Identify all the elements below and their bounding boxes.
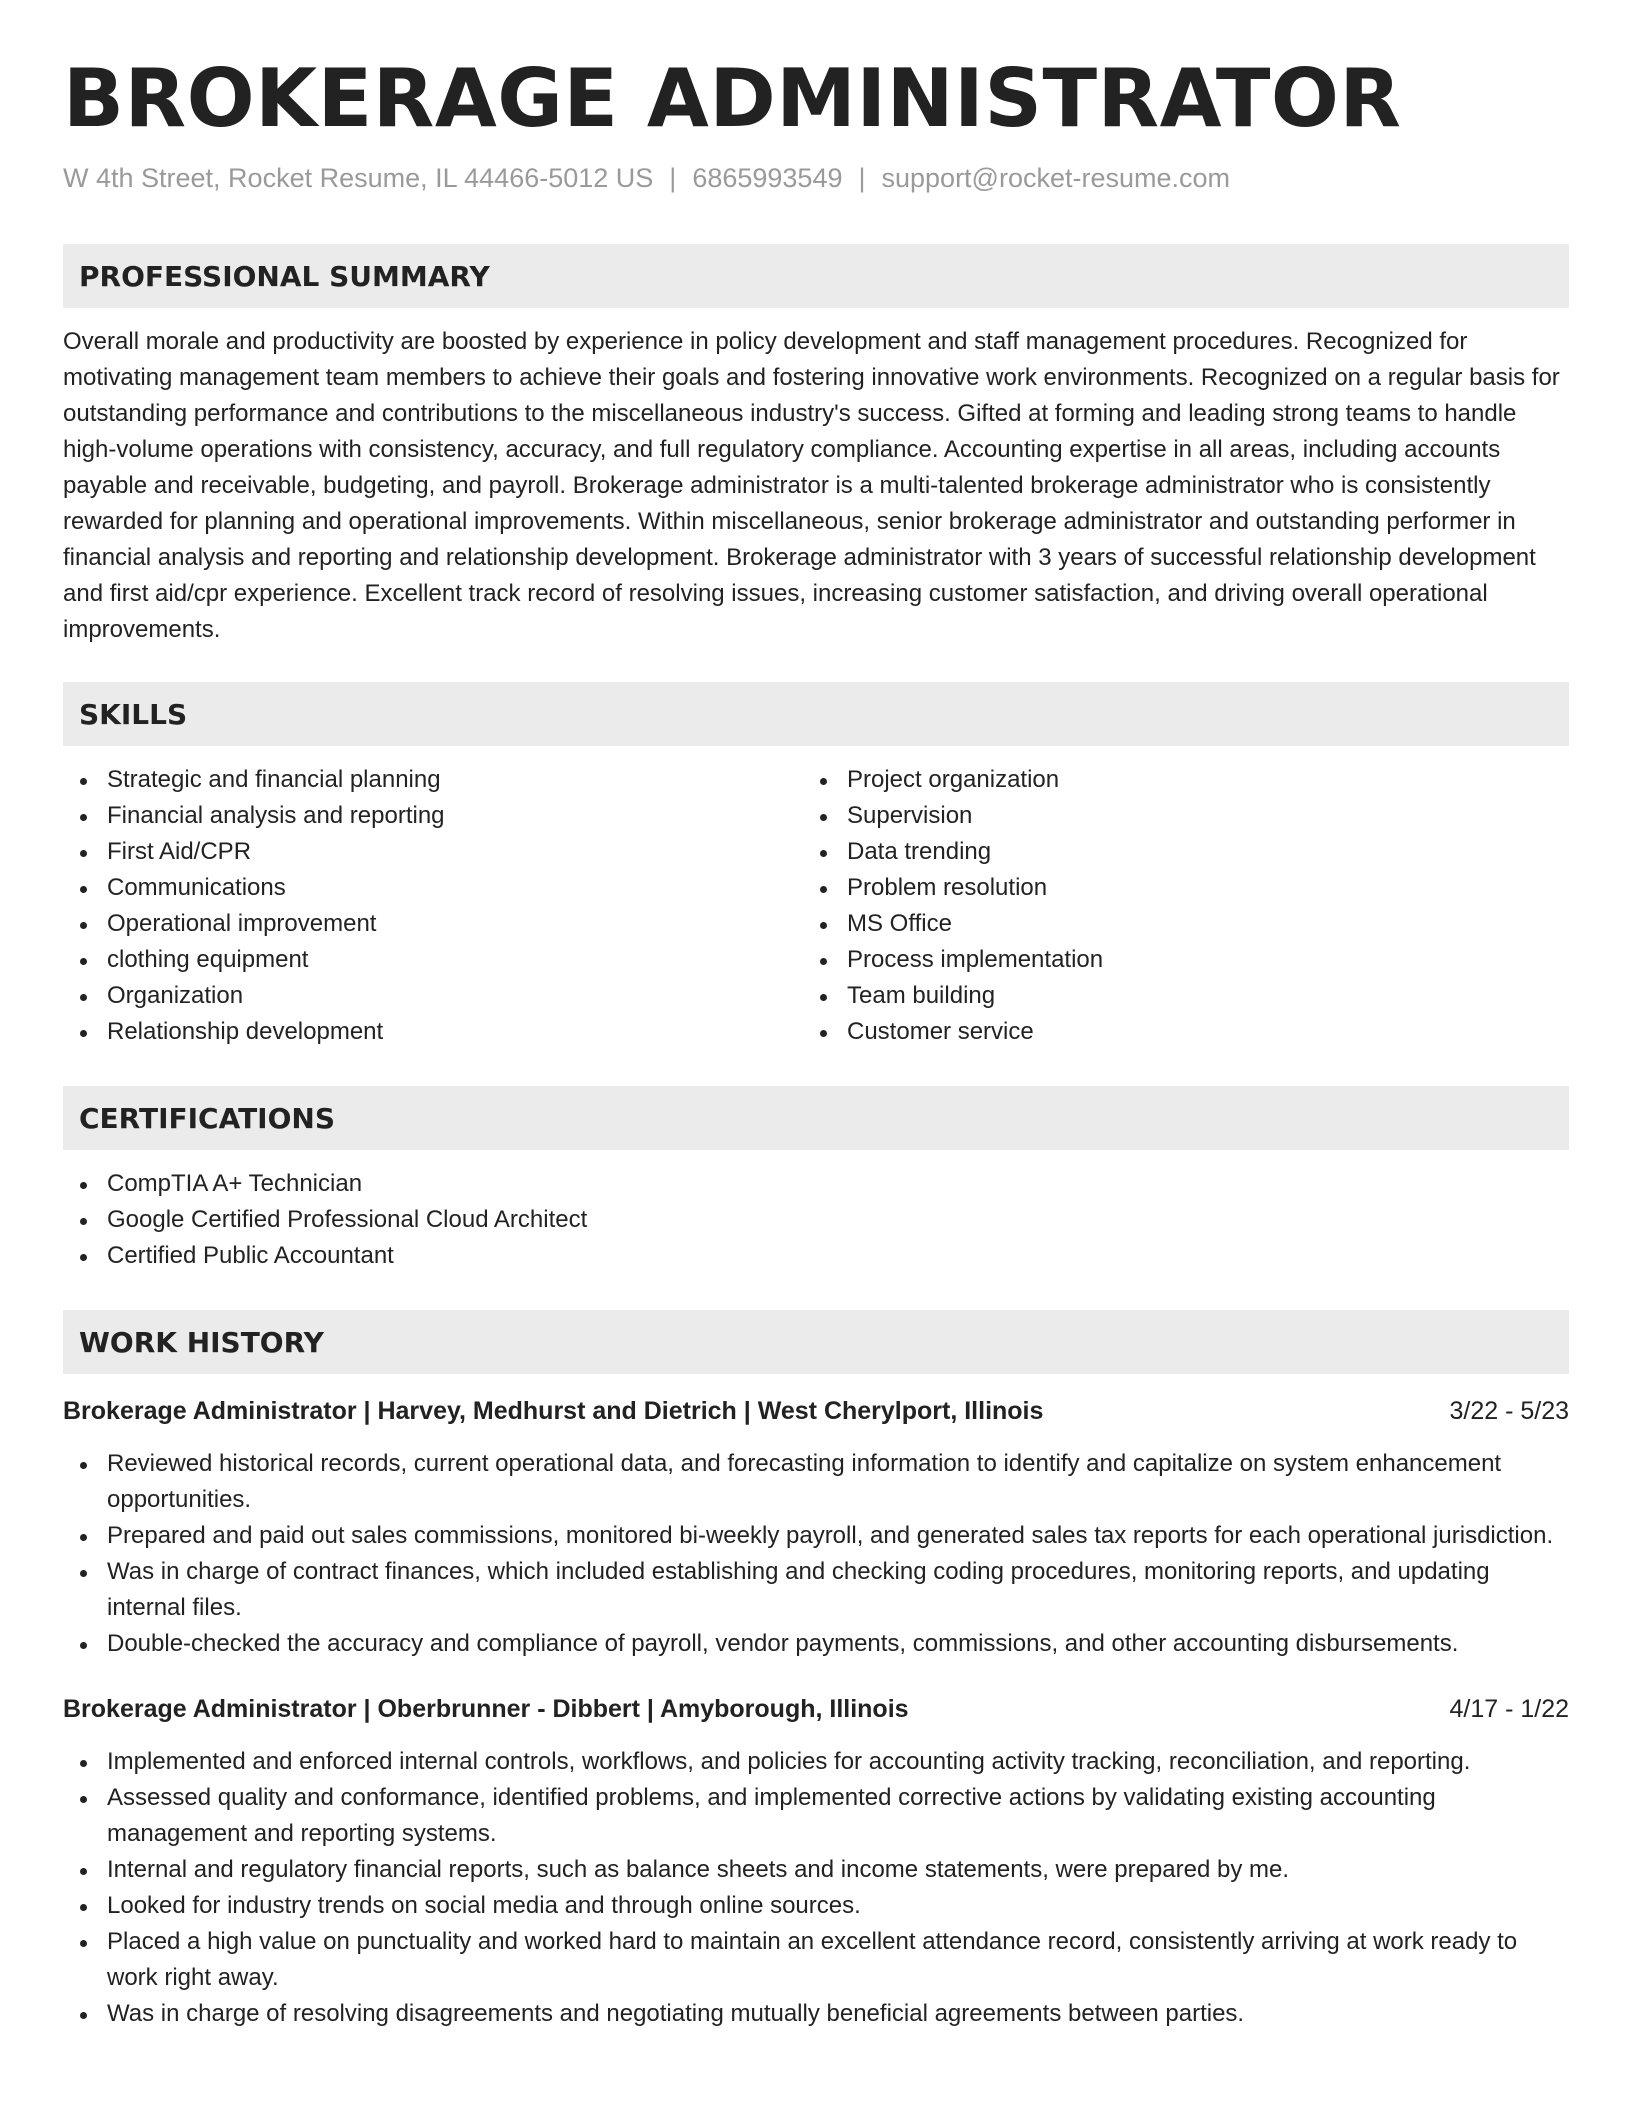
job-dates: 3/22 - 5/23	[1449, 1397, 1569, 1425]
contact-line	[63, 163, 1569, 194]
skill-item: Communications	[63, 870, 803, 906]
job-heading: Brokerage Administrator | Harvey, Medhurst and Dietrich | West Cherylport, Illinois	[63, 1397, 1044, 1425]
job-bullet: Double-checked the accuracy and compliance of payroll, vendor payments, commissions, and other accounting disbursements.	[63, 1626, 1569, 1662]
skill-item: Problem resolution	[803, 870, 1543, 906]
skill-item: Relationship development	[63, 1014, 803, 1050]
skills-left-column	[63, 762, 803, 1050]
skill-item: clothing equipment	[63, 942, 803, 978]
job-bullet: Internal and regulatory financial reports, such as balance sheets and income statements, were prepared by me.	[63, 1852, 1569, 1888]
job-bullets	[63, 1446, 1569, 1662]
contact-separator: |	[858, 163, 866, 193]
job-bullet: Was in charge of contract finances, which included establishing and checking coding procedures, monitoring reports, and updating internal files.	[63, 1554, 1569, 1626]
job-bullet: Placed a high value on punctuality and worked hard to maintain an excellent attendance record, consistently arriving at work ready to work right away.	[63, 1924, 1569, 1996]
job-bullet: Was in charge of resolving disagreements and negotiating mutually beneficial agreements between parties.	[63, 1996, 1569, 2032]
certifications-section-title: CERTIFICATIONS	[63, 1086, 1569, 1150]
job-bullet: Reviewed historical records, current operational data, and forecasting information to identify and capitalize on system enhancement opportunities.	[63, 1446, 1569, 1518]
certification-item: Google Certified Professional Cloud Architect	[63, 1202, 1569, 1238]
skill-item: Data trending	[803, 834, 1543, 870]
skill-item: MS Office	[803, 906, 1543, 942]
skill-item: Operational improvement	[63, 906, 803, 942]
skills-section-title: SKILLS	[63, 682, 1569, 746]
job-bullet: Looked for industry trends on social media and through online sources.	[63, 1888, 1569, 1924]
candidate-name: BROKERAGE ADMINISTRATOR	[63, 52, 1402, 145]
job-entry	[63, 1394, 1569, 1662]
job-heading: Brokerage Administrator | Oberbrunner - Dibbert | Amyborough, Illinois	[63, 1695, 909, 1723]
job-bullet: Prepared and paid out sales commissions, monitored bi-weekly payroll, and generated sales tax reports for each operational jurisdiction.	[63, 1518, 1569, 1554]
skill-item: First Aid/CPR	[63, 834, 803, 870]
job-heading-row	[63, 1394, 1569, 1428]
skill-item: Financial analysis and reporting	[63, 798, 803, 834]
contact-address: W 4th Street, Rocket Resume, IL 44466-5012 US	[63, 163, 654, 193]
skill-item: Team building	[803, 978, 1543, 1014]
skill-item: Supervision	[803, 798, 1543, 834]
skill-item: Customer service	[803, 1014, 1543, 1050]
skill-item: Strategic and financial planning	[63, 762, 803, 798]
job-entry	[63, 1692, 1569, 2032]
skills-right-column	[803, 762, 1543, 1050]
contact-phone: 6865993549	[692, 163, 843, 193]
skills-grid	[63, 762, 1569, 1050]
certification-item: CompTIA A+ Technician	[63, 1166, 1569, 1202]
job-heading-row	[63, 1692, 1569, 1726]
skill-item: Process implementation	[803, 942, 1543, 978]
summary-text: Overall morale and productivity are boosted by experience in policy development and staff management procedures. Recognized for motivating management team members to achieve their goals and fostering innovative work environments. Recognized on a regular basis for outstanding performance and contributions to the miscellaneous industry's success. Gifted at forming and leading strong teams to handle high-volume operations with consistency, accuracy, and full regulatory compliance. Accounting expertise in all areas, including accounts payable and receivable, budgeting, and payroll. Brokerage administrator is a multi-talented brokerage administrator who is consistently rewarded for planning and operational improvements. Within miscellaneous, senior brokerage administrator and outstanding performer in financial analysis and reporting and relationship development. Brokerage administrator with 3 years of successful relationship development and first aid/cpr experience. Excellent track record of resolving issues, increasing customer satisfaction, and driving overall operational improvements.	[63, 328, 1560, 643]
skill-item: Project organization	[803, 762, 1543, 798]
skill-item: Organization	[63, 978, 803, 1014]
job-bullets	[63, 1744, 1569, 2032]
certification-item: Certified Public Accountant	[63, 1238, 1569, 1274]
job-bullet: Assessed quality and conformance, identified problems, and implemented corrective actions by validating existing accounting management and reporting systems.	[63, 1780, 1569, 1852]
certifications-list	[63, 1166, 1569, 1274]
work-history-section-title: WORK HISTORY	[63, 1310, 1569, 1374]
job-dates: 4/17 - 1/22	[1449, 1695, 1569, 1723]
contact-separator: |	[669, 163, 677, 193]
contact-email: support@rocket-resume.com	[881, 163, 1231, 193]
summary-section-title: PROFESSIONAL SUMMARY	[63, 244, 1569, 308]
job-bullet: Implemented and enforced internal controls, workflows, and policies for accounting activity tracking, reconciliation, and reporting.	[63, 1744, 1569, 1780]
